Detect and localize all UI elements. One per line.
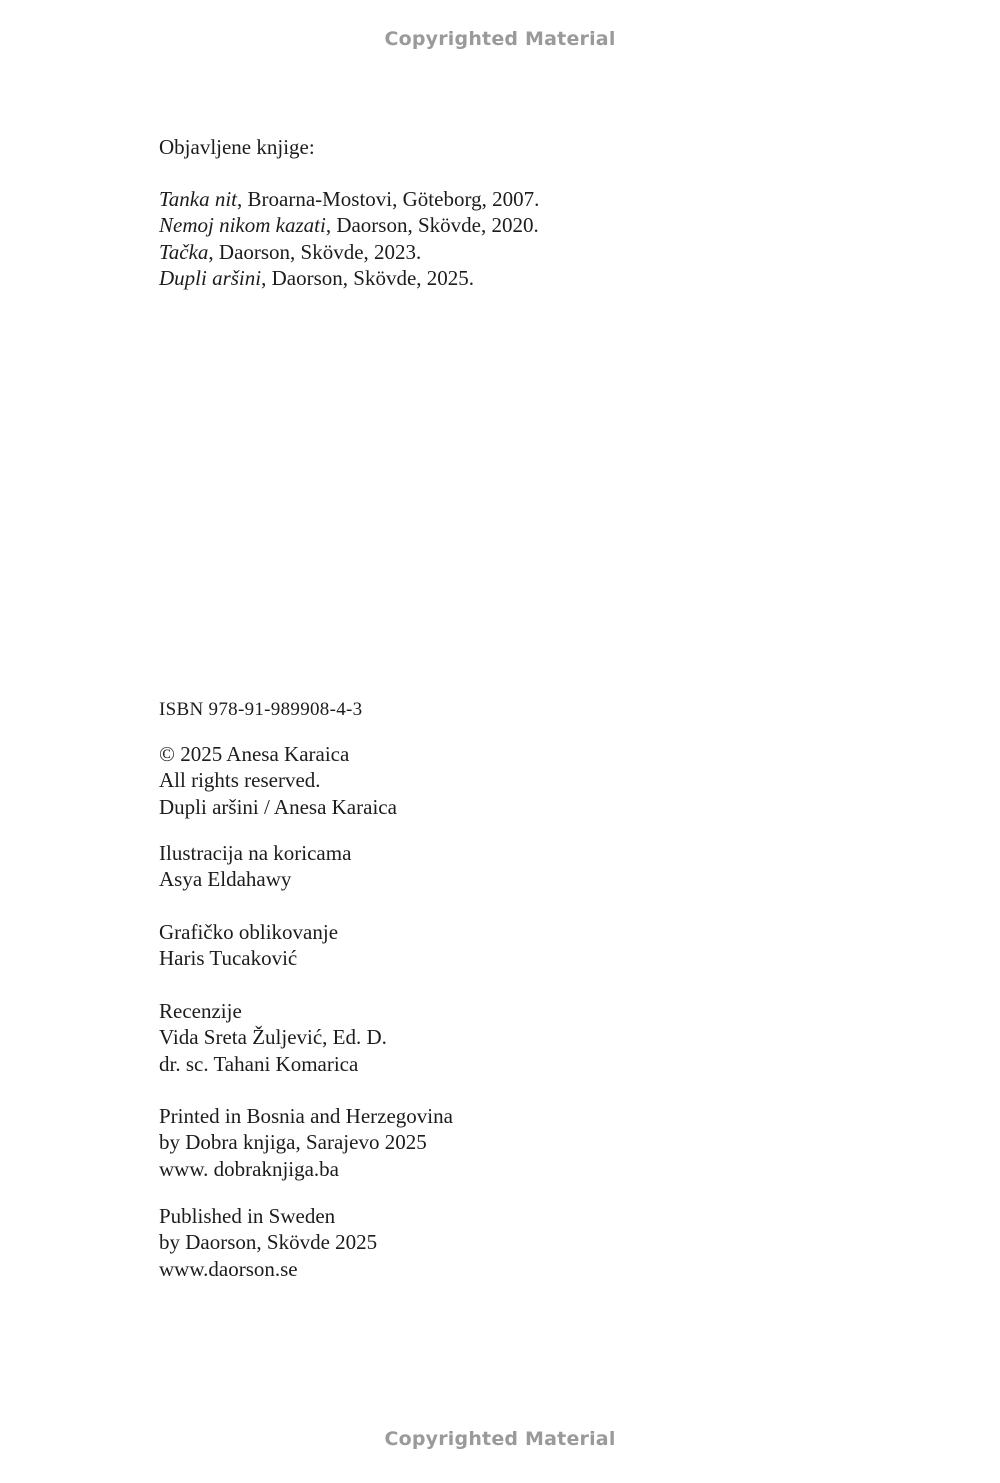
published-book-item [159, 212, 539, 238]
graphic-design-credit [159, 919, 338, 972]
printer-website: www. dobraknjiga.ba [159, 1156, 340, 1181]
copyright-block [159, 741, 397, 820]
printed-in: Printed in Bosnia and Herzegovina [159, 1104, 453, 1128]
published-book-item [159, 186, 539, 212]
illustrator-name: Asya Eldahawy [159, 867, 292, 892]
copyright-notice: © 2025 Anesa Karaica [159, 742, 350, 766]
book-details: , Daorson, Skövde, 2023. [208, 239, 422, 264]
designer-name: Haris Tucaković [159, 946, 298, 971]
book-details: , Broarna-Mostovi, Göteborg, 2007. [237, 187, 540, 211]
printer-info [159, 1103, 453, 1182]
published-by: by Daorson, Skövde 2025 [159, 1230, 378, 1255]
illustration-credit [159, 840, 351, 893]
reviews-label: Recenzije [159, 999, 242, 1023]
copyright-watermark-top: Copyrighted Material [384, 28, 616, 50]
reviewer-name: dr. sc. Tahani Komarica [159, 1051, 359, 1076]
graphic-design-label: Grafičko oblikovanje [159, 920, 339, 944]
book-title: Tačka [159, 239, 209, 264]
rights-reserved: All rights reserved. [159, 768, 321, 793]
reviewer-name: Vida Sreta Žuljević, Ed. D. [159, 1025, 387, 1050]
book-title: Tanka nit [159, 187, 237, 211]
published-book-item [159, 239, 539, 265]
isbn-line: ISBN 978-91-989908-4-3 [159, 699, 363, 720]
book-details: , Daorson, Skövde, 2025. [261, 265, 475, 290]
published-books-heading-text: Objavljene knjige: [159, 135, 315, 159]
publisher-info [159, 1203, 377, 1282]
reviews-credit [159, 998, 387, 1077]
published-books-heading [159, 134, 315, 160]
book-title: Dupli aršini [159, 265, 262, 290]
published-books-list [159, 186, 539, 291]
publisher-website: www.daorson.se [159, 1256, 298, 1281]
copyright-watermark-bottom: Copyrighted Material [384, 1428, 616, 1450]
book-details: , Daorson, Skövde, 2020. [325, 213, 539, 238]
illustration-label: Ilustracija na koricama [159, 841, 352, 865]
published-book-item [159, 265, 539, 291]
book-title: Nemoj nikom kazati [159, 213, 326, 238]
title-author: Dupli aršini / Anesa Karaica [159, 794, 397, 819]
printed-by: by Dobra knjiga, Sarajevo 2025 [159, 1130, 427, 1155]
published-in: Published in Sweden [159, 1204, 336, 1228]
